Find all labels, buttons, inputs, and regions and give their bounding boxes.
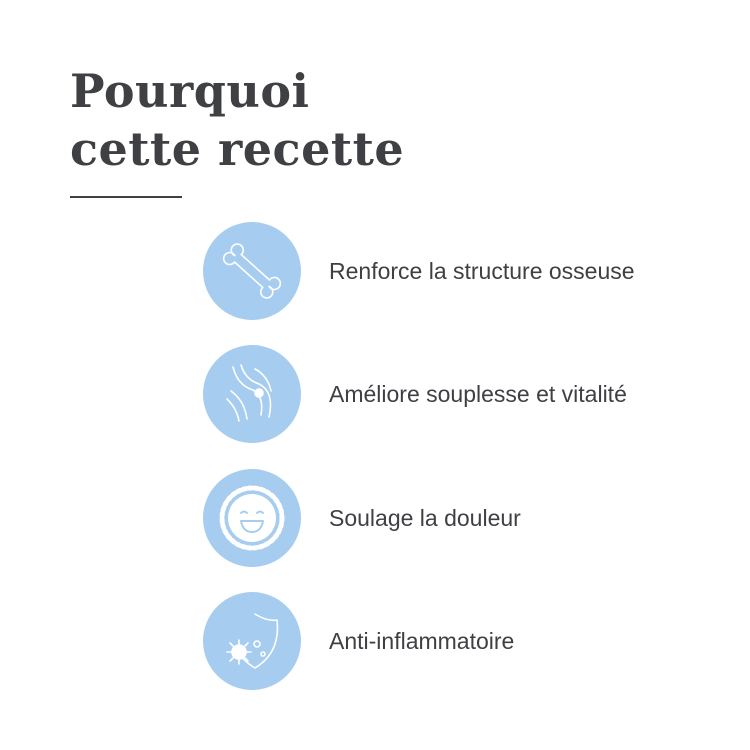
title-divider [70,196,182,198]
page-title [70,62,404,178]
shield-virus-icon [203,592,301,690]
bone-icon [203,222,301,320]
benefit-label: Soulage la douleur [329,504,521,531]
knee-joint-icon [203,345,301,443]
benefit-label: Renforce la structure osseuse [329,257,635,284]
smiling-face-icon [203,469,301,567]
benefit-pain-relief [203,469,733,567]
benefit-label: Améliore souplesse et vitalité [329,380,627,407]
title-line-2: cette recette [70,122,405,176]
benefit-anti-inflammatory [203,592,733,690]
benefit-label: Anti-inflammatoire [329,627,515,654]
benefit-flexibility [203,345,733,443]
title-line-1: Pourquoi [70,64,310,118]
benefit-bone-strength [203,222,733,320]
